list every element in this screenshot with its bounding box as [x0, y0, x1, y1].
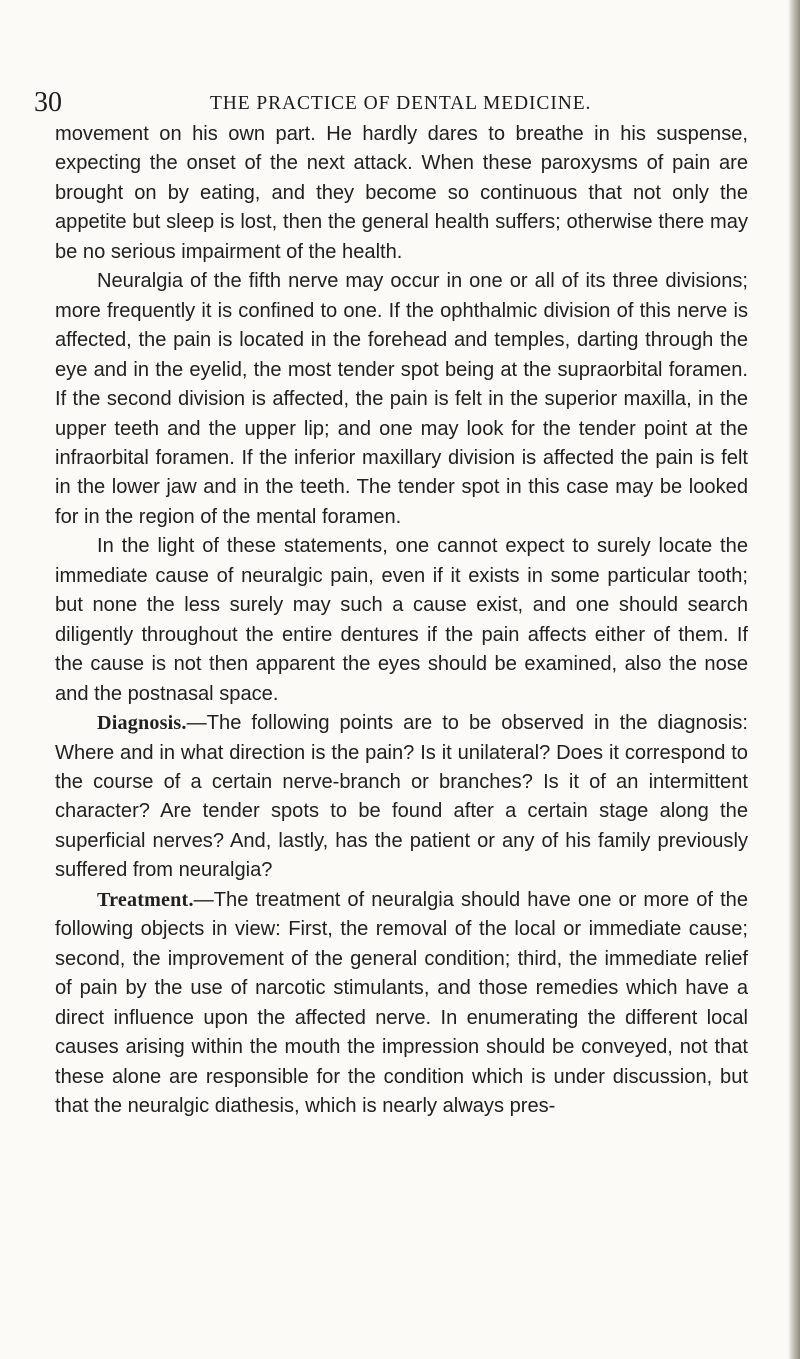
body-text [55, 120, 748, 1121]
paragraph-text: —The treatment of neuralgia should have one or more of the following objects in view: First, the removal of the local or immediate cause; second, the improvement of the general condition; third, the immediate relief of pain by the use of narcotic stimulants, and those remedies which have a direct influence upon the affected nerve. In enumerating the different local causes arising within the mouth the impression should be conveyed, not that these alone are responsible for the condition which is under discussion, but that the neuralgic diathesis, which is nearly always pres- [55, 888, 748, 1117]
treatment-heading: Treatment. [97, 888, 194, 911]
page-edge-shadow [788, 0, 800, 1359]
page-header [34, 86, 754, 120]
page-number: 30 [34, 87, 62, 118]
paragraph-diagnosis [55, 709, 748, 886]
paragraph-treatment [55, 886, 748, 1122]
paragraph-text: In the light of these statements, one cannot expect to surely locate the immediate cause of neuralgic pain, even if it exists in some particular tooth; but none the less surely may such a cause exist, and one should search diligently throughout the entire dentures if the pain affects either of them. If the cause is not then apparent the eyes should be examined, also the nose and the postnasal space. [55, 535, 748, 705]
paragraph-continuation [55, 120, 748, 267]
paragraph-neuralgia-divisions [55, 267, 748, 532]
paragraph-text: —The following points are to be observed in the diagnosis: Where and in what direction is the pain? Is it unilateral? Does it correspond to the course of a certain nerve-branch or branches? Is it of an intermittent character? Are tender spots to be found after a certain stage along the superficial nerves? And, lastly, has the patient or any of his family previously suffered from neuralgia? [55, 712, 748, 882]
paragraph-statements [55, 532, 748, 709]
paragraph-text: movement on his own part. He hardly dares to breathe in his suspense, expecting the onset of the next attack. When these paroxysms of pain are brought on by eating, and they become so continuous that not only the appetite but sleep is lost, then the general health suffers; otherwise there may be no serious impairment of the health. [55, 123, 748, 263]
running-title: THE PRACTICE OF DENTAL MEDICINE. [210, 93, 592, 114]
diagnosis-heading: Diagnosis. [97, 712, 187, 735]
paragraph-text: Neuralgia of the fifth nerve may occur in one or all of its three divisions; more frequently it is confined to one. If the ophthalmic division of this nerve is affected, the pain is located in the forehead and temples, darting through the eye and in the eyelid, the most tender spot being at the supraorbital foramen. If the second division is affected, the pain is felt in the superior maxilla, in the upper teeth and the upper lip; and one may look for the tender point at the infraorbital foramen. If the inferior maxillary division is affected the pain is felt in the lower jaw and in the teeth. The tender spot in this case may be looked for in the region of the mental foramen. [55, 270, 748, 528]
